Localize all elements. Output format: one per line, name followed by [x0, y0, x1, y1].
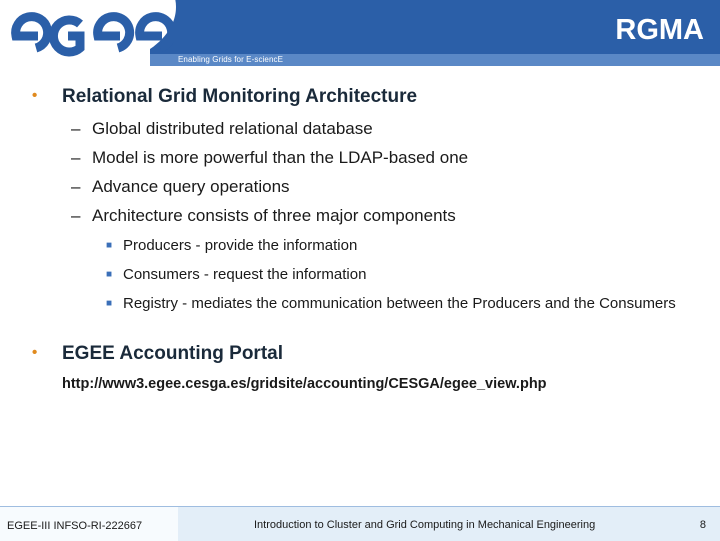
project-id: EGEE-III INFSO-RI-222667 — [7, 520, 143, 532]
bullet-dot: • — [32, 344, 38, 361]
tagline: Enabling Grids for E-sciencE — [178, 55, 284, 64]
section-heading: Relational Grid Monitoring Architecture — [62, 86, 418, 107]
component-text: Consumers - request the information — [123, 266, 367, 283]
dash-marker: – — [71, 148, 81, 167]
square-bullet-icon: ■ — [106, 298, 113, 309]
course-title: Introduction to Cluster and Grid Computing in Mechanical Engineering — [254, 519, 596, 531]
slide-footer — [0, 506, 720, 540]
page-number: 8 — [699, 519, 706, 531]
component-text: Producers - provide the information — [123, 237, 358, 254]
dash-marker: – — [71, 206, 81, 225]
portal-url[interactable]: http://www3.egee.cesga.es/gridsite/accounting/CESGA/egee_view.php — [62, 376, 547, 392]
component-item — [106, 235, 706, 256]
slide-title: RGMA — [615, 14, 704, 46]
bullet-dot: • — [32, 87, 38, 104]
square-bullet-icon: ■ — [106, 269, 113, 280]
sub-bullet-text: Global distributed relational database — [92, 119, 373, 138]
egee-logo — [6, 4, 174, 60]
component-item — [106, 264, 706, 285]
component-item — [106, 293, 696, 314]
bullet-item — [34, 343, 283, 365]
dash-marker: – — [71, 119, 81, 138]
square-bullet-icon: ■ — [106, 240, 113, 251]
sub-bullet-text: Model is more powerful than the LDAP-based one — [92, 148, 469, 167]
sub-bullet-text: Architecture consists of three major components — [92, 206, 456, 225]
footer-project-box — [0, 506, 178, 541]
component-text: Registry - mediates the communication between the Producers and the Consumers — [123, 295, 676, 312]
slide-header — [0, 0, 720, 66]
bullet-item — [34, 86, 417, 108]
dash-marker: – — [71, 177, 81, 196]
section-heading: EGEE Accounting Portal — [62, 343, 283, 364]
sub-bullet-text: Advance query operations — [92, 177, 290, 196]
